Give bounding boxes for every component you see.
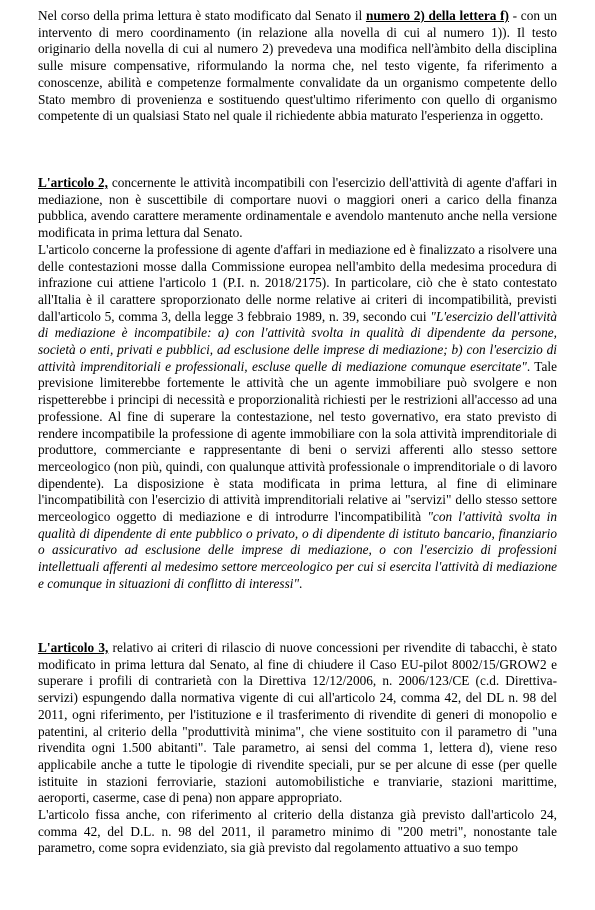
article-3-body-text-1: relativo ai criteri di rilascio di nuove concessioni per rivendite di tabacchi, è stato modificato in prima lettura dal Senato, al fine di chiudere il Caso EU-pilot 8002/15/GROW2 e superare i profili di contrarietà con la Direttiva 12/12/2006, n. 2006/123/CE (c.d. Direttiva-servizi) espungendo dalla normativa vigente di cui all'articolo 24, comma 42, del DL n. 98 del 2011, ogni riferimento, per l'istituzione e il trasferimento di rivendite di generi di monopolio e patentini, al criterio della "produttività minima", che viene sostituito con il parametro di "una rivendita ogni 1.500 abitanti". Tale parametro, ai sensi del comma 1, lettera d), viene reso applicabile anche a tutte le tipologie di rivendite speciali, pur se per alcune di esse (per quelle istituite in stazioni ferroviarie, stazioni automobilistiche e tranviarie, stazioni marittime, aeroporti, caserme, case di pena) non appare appropriato.: [38, 640, 557, 806]
paragraph-text-pre: Nel corso della prima lettura è stato modificato dal Senato il: [38, 8, 366, 23]
underlined-reference: numero 2) della lettera f): [365, 8, 509, 23]
article-2-intro-text: concernente le attività incompatibili con l'esercizio dell'attività di agente d'affari in mediazione, non è suscettibile di comportare nuovi o maggiori oneri a carico della finanza pubblica, avendo carattere meramente ordinamentale e avendolo mantenuto anche nella versione modificata in prima lettura dal Senato.: [38, 175, 557, 241]
paragraph-article-2: [38, 175, 557, 593]
article-2-quote-2: "con l'attività svolta in qualità di dipendente di ente pubblico o privato, o di dipendente di istituto bancario, finanziario o assicurativo ad esclusione delle imprese di mediazione, o con l'esercizio di professioni intellettuali afferenti al medesimo settore merceologico per cui si esercita l'attività di mediazione e comunque in situazioni di conflitto di interessi": [38, 509, 557, 591]
article-2-intro: [38, 175, 557, 242]
article-2-body-text-1: L'articolo concerne la professione di agente d'affari in mediazione ed è finalizzato a risolvere una delle contestazioni mosse dalla Commissione europea nell'ambito della medesima procedura di infrazione cui attiene l'articolo 1 (P.I. n. 2018/2175). In particolare, ciò che è stato contestato all'Italia è il carattere sproporzionato delle norme relative ai criteri di incompatibilità, previsti dall'articolo 5, comma 3, della legge 3 febbraio 1989, n. 39, secondo cui: [38, 241, 557, 324]
article-3-intro: [38, 640, 557, 807]
article-2-end: .: [299, 575, 303, 591]
article-3-body: [38, 807, 557, 857]
paragraph-article-3: [38, 640, 557, 857]
article-2-heading: L'articolo 2,: [38, 175, 108, 190]
paragraph-text: [38, 8, 557, 125]
article-3-body-text-2: L'articolo fissa anche, con riferimento al criterio della distanza già previsto dall'articolo 24, comma 42, del D.L. n. 98 del 2011, il parametro minimo di "200 metri", nonostante tale parametro, come sopra evidenziato, sia già previsto dal regolamento attuativo a suo tempo: [38, 807, 557, 856]
article-2-quote-1: "L'esercizio dell'attività di mediazione è incompatibile: a) con l'attività svolta in qualità di dipendente da persone, società o enti, privati e pubblici, ad esclusione delle imprese di mediazione; b) con l'esercizio di attività imprenditoriali e professionali, escluse quelle di mediazione comunque esercitate": [38, 308, 557, 374]
article-2-body: [38, 242, 557, 593]
paragraph-article-1-note: [38, 8, 557, 125]
article-2-body-text-2: . Tale previsione limiterebbe fortemente le attività che un agente immobiliare può svolgere e non rispetterebbe i principi di necessità e proporzionalità richiesti per le restrizioni all'accesso ad una professione. Al fine di superare la contestazione, nel testo governativo, era stato previsto di rendere incompatibile la professione di agente immobiliare con la sola attività imprenditoriale di produttore, commerciante e rappresentante di beni o servizi afferenti allo stesso settore merceologico (non più, quindi, con qualunque attività professionale o imprenditoriale o di lavoro dipendente). La disposizione è stata modificata in prima lettura, al fine di eliminare l'incompatibilità con l'esercizio di attività imprenditoriali relative ai "servizi" dello stesso settore merceologico oggetto di mediazione e di introdurre l'incompatibilità: [38, 358, 557, 525]
paragraph-text-post: - con un intervento di mero coordinamento (in relazione alla novella di cui al numero 1)). Il testo originario della novella di cui al numero 2) prevedeva una modifica nell'àmbito della disciplina sulle misure compensative, riformulando la norma che, nel testo vigente, fa riferimento a conoscenze, abilità e competenze formalmente convalidate da un organismo competente dello Stato membro di provenienza e sostituendo quest'ultimo riferimento con quello di organismo competente di un qualsiasi Stato nel quale il richiedente abbia maturato l'esperienza in oggetto.: [38, 8, 558, 124]
article-3-heading: L'articolo 3,: [38, 640, 109, 655]
